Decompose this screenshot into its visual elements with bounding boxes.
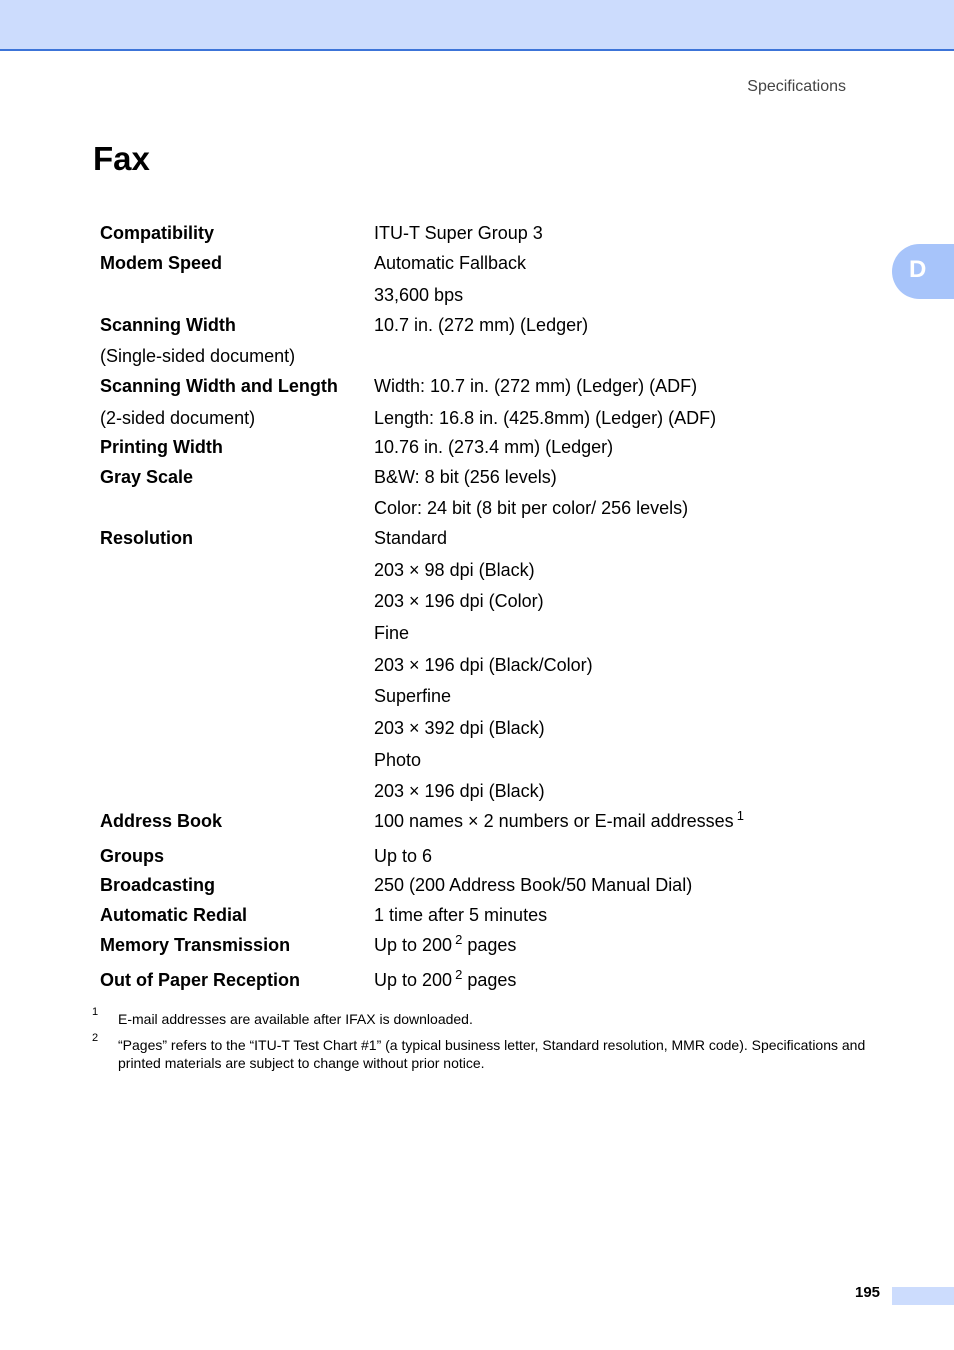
spec-value [374, 749, 421, 771]
spec-value-text: 203 × 392 dpi (Black) [374, 718, 545, 738]
spec-label: Address Book [100, 811, 223, 831]
spec-value [374, 436, 613, 458]
spec-value [374, 527, 447, 549]
spec-value-text: Color: 24 bit (8 bit per color/ 256 levels) [374, 498, 689, 518]
spec-label: (Single-sided document) [100, 346, 296, 366]
spec-label: Modem Speed [100, 253, 223, 273]
spec-value-text: Automatic Fallback [374, 253, 527, 273]
spec-value-text: 100 names × 2 numbers or E-mail addresses [374, 811, 734, 831]
spec-value [374, 934, 516, 956]
chapter-tab-label: D [909, 256, 927, 283]
spec-value-text: Up to 6 [374, 846, 433, 866]
spec-value [374, 845, 432, 867]
spec-value [374, 590, 544, 612]
spec-value-text: Fine [374, 623, 410, 643]
spec-value [374, 252, 526, 274]
footnote [0, 1006, 954, 1028]
spec-value-suffix: pages [467, 935, 517, 955]
spec-value-text: 203 × 98 dpi (Black) [374, 560, 535, 580]
spec-label: Out of Paper Reception [100, 970, 301, 990]
page-number: 195 [855, 1284, 881, 1301]
spec-label: Resolution [100, 528, 193, 548]
spec-value [374, 874, 692, 896]
footnote-text: “Pages” refers to the “ITU-T Test Chart #1” (a typical business letter, Standard resolution, MMR code). Specifications and printed materials are subject to change without prior notice. [118, 1037, 866, 1071]
spec-value [374, 407, 716, 429]
spec-value-text: 203 × 196 dpi (Black/Color) [374, 655, 593, 675]
top-header-band [0, 0, 954, 51]
spec-value-text: Up to 200 [374, 970, 453, 990]
spec-value-text: Superfine [374, 686, 452, 706]
spec-label: Gray Scale [100, 467, 194, 487]
spec-label: Groups [100, 846, 165, 866]
spec-value [374, 685, 451, 707]
spec-value [374, 780, 545, 802]
spec-value [374, 654, 593, 676]
spec-label: Scanning Width and Length [100, 376, 338, 396]
spec-value-text: Length: 16.8 in. (425.8mm) (Ledger) (ADF) [374, 408, 717, 428]
footnote-number: 1 [92, 1006, 99, 1018]
spec-value-suffix: pages [467, 970, 517, 990]
footnote-number: 2 [92, 1032, 99, 1044]
spec-value-text: 10.76 in. (273.4 mm) (Ledger) [374, 437, 614, 457]
spec-value [374, 559, 535, 581]
spec-value-text: 1 time after 5 minutes [374, 905, 548, 925]
spec-value [374, 497, 688, 519]
footnote-ref: 1 [736, 808, 744, 823]
footnote [0, 1032, 954, 1072]
page-number-band [892, 1287, 954, 1305]
spec-label: Automatic Redial [100, 905, 248, 925]
footnotes [0, 1006, 954, 1080]
spec-value [374, 222, 543, 244]
chapter-tab [892, 244, 954, 299]
spec-value-text: 203 × 196 dpi (Black) [374, 781, 545, 801]
spec-value [374, 904, 547, 926]
spec-value [374, 375, 697, 397]
spec-label: Memory Transmission [100, 935, 291, 955]
running-header: Specifications [747, 78, 846, 95]
spec-label: Printing Width [100, 437, 223, 457]
spec-value [374, 466, 557, 488]
spec-value [374, 622, 409, 644]
page-title: Fax [93, 140, 150, 177]
spec-value-text: B&W: 8 bit (256 levels) [374, 467, 557, 487]
spec-value [374, 810, 744, 832]
spec-value-text: 203 × 196 dpi (Color) [374, 591, 544, 611]
spec-label: Scanning Width [100, 315, 236, 335]
spec-value-text: Width: 10.7 in. (272 mm) (Ledger) (ADF) [374, 376, 698, 396]
spec-value-text: 250 (200 Address Book/50 Manual Dial) [374, 875, 693, 895]
spec-value-text: 10.7 in. (272 mm) (Ledger) [374, 315, 589, 335]
spec-value-text: Standard [374, 528, 448, 548]
spec-value-text: Up to 200 [374, 935, 453, 955]
footnote-text: E-mail addresses are available after IFAX is downloaded. [118, 1011, 473, 1027]
spec-label: Broadcasting [100, 875, 216, 895]
spec-value-text: Photo [374, 750, 422, 770]
spec-label: Compatibility [100, 223, 215, 243]
spec-value [374, 717, 545, 739]
footnote-ref: 2 [455, 932, 463, 947]
spec-value [374, 969, 516, 991]
spec-value-text: ITU-T Super Group 3 [374, 223, 543, 243]
spec-value [374, 314, 588, 336]
footnote-ref: 2 [455, 967, 463, 982]
spec-value [374, 284, 463, 306]
spec-value-text: 33,600 bps [374, 285, 464, 305]
spec-label: (2-sided document) [100, 408, 256, 428]
